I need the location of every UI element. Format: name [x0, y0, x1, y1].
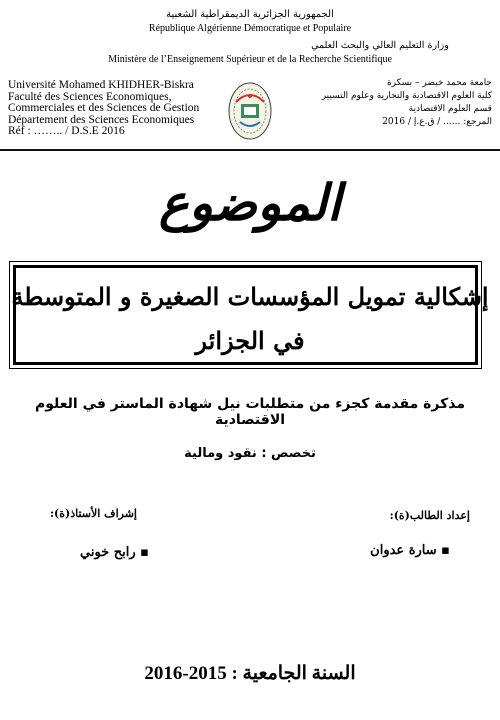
thesis-title-line-1: إشكالية تمويل المؤسسات الصغيرة و المتوسطة — [11, 282, 489, 311]
university-logo — [228, 82, 272, 140]
supervisor-label: إشراف الأستاذ(ة): — [50, 507, 137, 520]
university-info-arabic — [307, 77, 492, 129]
university-info-french — [8, 80, 203, 138]
topic-heading: الموضوع — [159, 174, 341, 232]
ministry-arabic: وزارة التعليم العالي والبحث العلمي — [311, 40, 449, 51]
prepared-by-label: إعداد الطالب(ة): — [389, 509, 470, 522]
department-arabic: قسم العلوم الاقتصادية — [408, 104, 492, 114]
specialization: تخصص : نقود ومالية — [184, 446, 316, 461]
university-name-arabic: جامعة محمد خيضر – بسكرة — [386, 78, 492, 88]
university-name: Université Mohamed KHIDHER-Biskra — [8, 79, 194, 91]
republic-arabic: الجمهورية الجزائرية الديمقراطية الشعبية — [166, 9, 334, 20]
department-name: Département des Sciences Economiques — [8, 113, 195, 126]
header-divider — [0, 149, 500, 151]
academic-year: السنة الجامعية : 2015-2016 — [144, 663, 356, 684]
supervisor-name: ▪ رابح خوني — [80, 545, 149, 560]
faculty-arabic: كلية العلوم الاقتصادية والتجارية وعلوم التسيير — [321, 91, 492, 101]
reference-arabic: المرجع: ...... / ق.ع.إ / 2016 — [382, 117, 492, 127]
thesis-title-line-2: في الجزائر — [195, 326, 305, 355]
student-name: ▪ سارة عدوان — [370, 543, 450, 558]
thesis-note: مذكرة مقدمة كجزء من متطلبات نيل شهادة الماستر في العلوم الاقتصادية — [35, 396, 465, 428]
reference-french: Réf : …….. / D.S.E 2016 — [8, 125, 125, 137]
faculty-line-1: Faculté des Sciences Economiques, — [8, 90, 172, 103]
republic-french: République Algérienne Démocratique et Populaire — [148, 23, 352, 34]
ministry-french: Ministère de l’Enseignement Supérieur et de la Recherche Scientifique — [108, 54, 392, 65]
faculty-line-2: Commerciales et des Sciences de Gestion — [8, 102, 200, 114]
